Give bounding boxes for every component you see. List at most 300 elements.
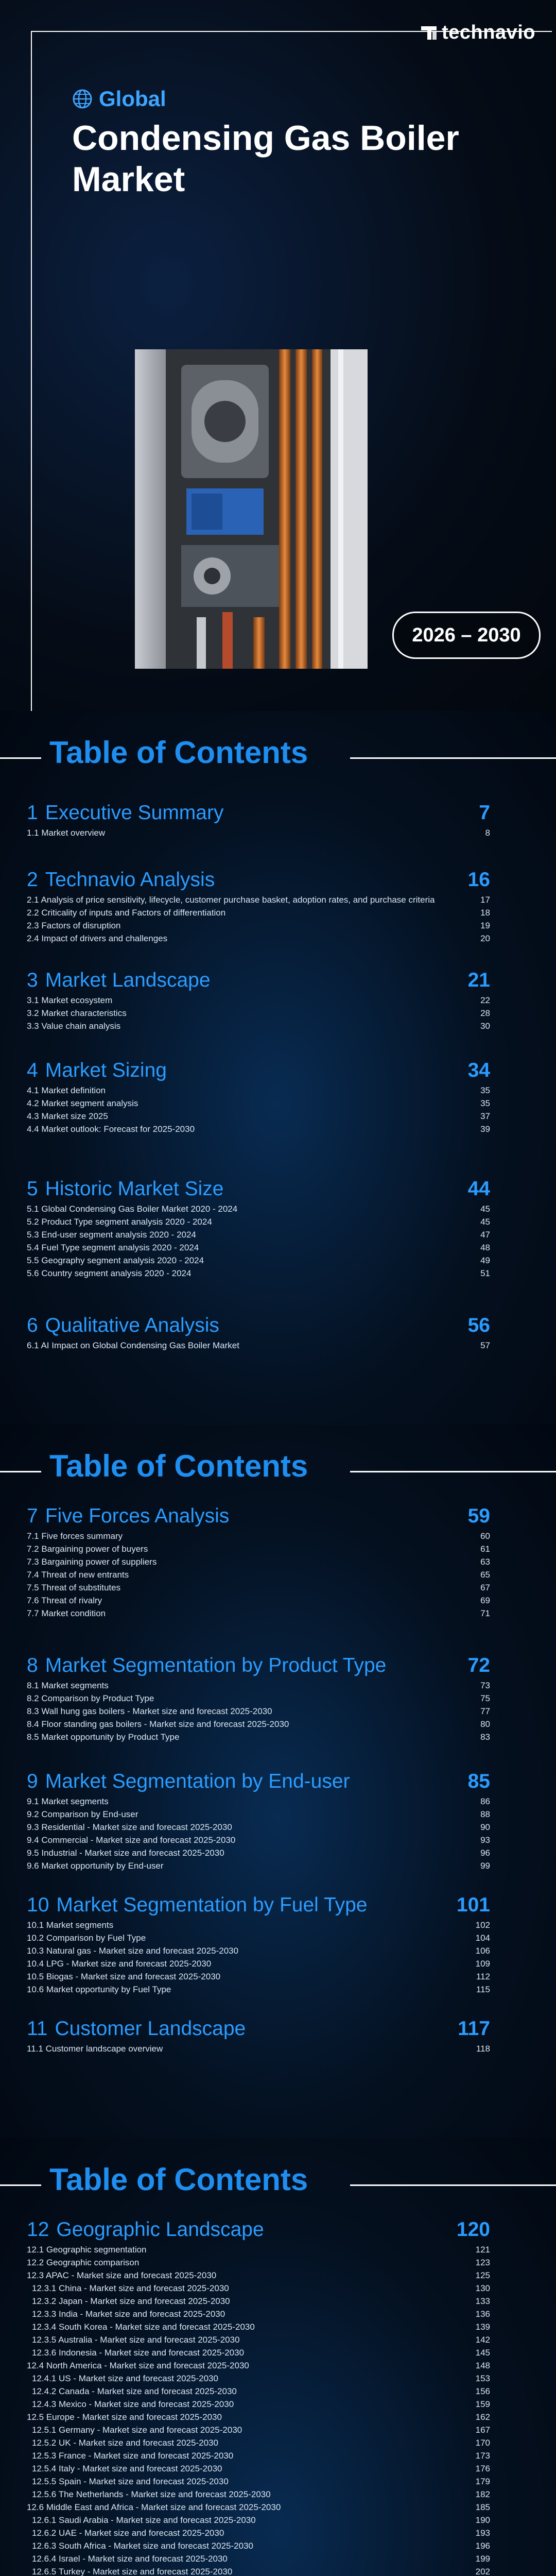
toc-entry-label: [27, 2044, 163, 2054]
toc-entry-page: 93: [480, 1835, 490, 1845]
section-title: [27, 2218, 264, 2241]
toc-entry[interactable]: [27, 1543, 490, 1555]
section-page-number: 16: [467, 869, 490, 891]
toc-entry-number: 5.3: [27, 1230, 39, 1240]
section-title-text: Geographic Landscape: [56, 2218, 264, 2241]
toc-entry-label: [27, 1544, 148, 1554]
toc-entry-number: 12.3.3: [32, 2309, 57, 2319]
toc-title: Table of Contents: [49, 735, 308, 770]
toc-entry[interactable]: [27, 1568, 490, 1581]
toc-entry-label: [27, 1985, 171, 1995]
toc-entry[interactable]: [27, 1931, 490, 1944]
toc-section: [27, 1502, 490, 1620]
toc-entry-page: 19: [480, 921, 490, 930]
toc-entry[interactable]: [27, 1228, 490, 1241]
heading-rule-right: [350, 2184, 556, 2186]
toc-entry-label: [27, 1531, 123, 1541]
toc-entry-text: Value chain analysis: [41, 1021, 121, 1031]
section-heading[interactable]: [27, 2215, 490, 2243]
toc-entry[interactable]: [27, 2269, 490, 2282]
toc-entry-label: [27, 1217, 212, 1227]
toc-entry-text: Floor standing gas boilers - Market size and forecast 2025-2030: [41, 1719, 289, 1729]
toc-entry[interactable]: [27, 1821, 490, 1834]
toc-entry[interactable]: [27, 1020, 490, 1032]
section-heading[interactable]: [27, 1651, 490, 1679]
toc-entry-page: 196: [475, 2541, 490, 2551]
toc-entry[interactable]: [27, 2333, 490, 2346]
toc-entry[interactable]: [27, 1581, 490, 1594]
toc-entry[interactable]: [27, 2346, 490, 2359]
toc-entry-page: 102: [475, 1920, 490, 1930]
technavio-logo-icon: [420, 24, 438, 42]
toc-entry-text: Market opportunity by End-user: [41, 1861, 164, 1871]
toc-entry-text: UAE - Market size and forecast 2025-2030: [59, 2528, 224, 2538]
toc-entry[interactable]: [27, 2308, 490, 2320]
toc-entry-page: 69: [480, 1596, 490, 1605]
toc-entry[interactable]: [27, 1919, 490, 1931]
toc-entry[interactable]: [27, 1983, 490, 1996]
section-heading[interactable]: [27, 1767, 490, 1795]
toc-entry[interactable]: [27, 932, 490, 945]
toc-entry[interactable]: [27, 1555, 490, 1568]
toc-entry[interactable]: [27, 1705, 490, 1718]
toc-entry-number: 12.5.4: [32, 2464, 57, 2473]
toc-entry[interactable]: [27, 1859, 490, 1872]
toc-entry-number: 9.3: [27, 1822, 39, 1832]
toc-entry-label: [27, 1809, 138, 1820]
toc-entry-text: Market definition: [41, 1086, 106, 1095]
toc-entry-number: 12.5.6: [32, 2489, 57, 2499]
toc-entry-text: France - Market size and forecast 2025-2030: [59, 2451, 234, 2461]
toc-entry-page: 176: [475, 2464, 490, 2473]
toc-entry-page: 83: [480, 1732, 490, 1742]
toc-entry-label: [27, 908, 225, 918]
toc-entry-text: Residential - Market size and forecast 2025-2030: [41, 1822, 232, 1832]
toc-entry[interactable]: [27, 1267, 490, 1280]
toc-entry-text: Comparison by Fuel Type: [46, 1933, 146, 1943]
toc-entry-label: [27, 1098, 138, 1109]
toc-entry-label: [27, 1693, 154, 1704]
toc-entry[interactable]: [27, 1594, 490, 1607]
toc-page-1: [0, 711, 556, 1425]
toc-entry-number: 5.1: [27, 1204, 39, 1214]
toc-entry-text: Australia - Market size and forecast 2025-2030: [58, 2335, 240, 2345]
toc-entry-text: Market overview: [41, 828, 106, 838]
toc-entry-number: 12.3.6: [32, 2348, 57, 2358]
toc-entry-page: 73: [480, 1681, 490, 1690]
toc-entry-label: [27, 1848, 224, 1858]
toc-entry[interactable]: [27, 2449, 490, 2462]
toc-entry[interactable]: [27, 2565, 490, 2576]
toc-entry-page: 80: [480, 1719, 490, 1729]
toc-entry-label: [32, 2489, 271, 2500]
toc-entry-label: [27, 2245, 147, 2255]
toc-entry-page: 71: [480, 1608, 490, 1618]
toc-entry-label: [27, 1596, 102, 1606]
toc-entry-page: 30: [480, 1021, 490, 1031]
toc-entry-page: 133: [475, 2296, 490, 2306]
toc-entry[interactable]: [27, 2488, 490, 2501]
toc-entry-label: [27, 1124, 195, 1134]
toc-entry-number: 12.5.2: [32, 2438, 57, 2448]
toc-entry[interactable]: [27, 2514, 490, 2527]
toc-entry-number: 12.6.1: [32, 2515, 57, 2525]
toc-entry[interactable]: [27, 2527, 490, 2539]
globe-icon: [72, 89, 93, 109]
toc-entry-number: 9.5: [27, 1848, 39, 1858]
section-number: 9: [27, 1770, 38, 1792]
section-page-number: 7: [479, 802, 490, 824]
toc-entry[interactable]: [27, 1846, 490, 1859]
toc-entry-label: [27, 1268, 191, 1279]
toc-entry-label: [27, 1797, 109, 1807]
toc-entry[interactable]: [27, 1123, 490, 1136]
section-number: 10: [27, 1894, 49, 1916]
toc-entry-page: 156: [475, 2386, 490, 2396]
toc-entry[interactable]: [27, 2462, 490, 2475]
toc-entry-number: 2.1: [27, 895, 39, 905]
toc-entry[interactable]: [27, 2501, 490, 2514]
toc-entry-label: [27, 1111, 108, 1122]
toc-entry-number: 10.2: [27, 1933, 44, 1943]
section-title-text: Market Landscape: [45, 969, 211, 991]
toc-entry-label: [27, 1681, 109, 1691]
section-title: [27, 1314, 219, 1337]
toc-entry[interactable]: [27, 1795, 490, 1808]
toc-entry-number: 12.4.1: [32, 2374, 57, 2383]
toc-entry-number: 12.3.1: [32, 2283, 57, 2293]
toc-entry-label: [32, 2541, 253, 2551]
toc-entry-page: 190: [475, 2515, 490, 2525]
toc-entry[interactable]: [27, 2552, 490, 2565]
toc-entry-number: 5.5: [27, 1256, 39, 1265]
toc-entry-page: 115: [476, 1985, 490, 1994]
toc-entry-number: 10.3: [27, 1946, 44, 1956]
toc-entry-label: [27, 828, 105, 838]
toc-entry-text: Comparison by Product Type: [41, 1693, 154, 1703]
toc-entry[interactable]: [27, 1254, 490, 1267]
toc-entry[interactable]: [27, 1834, 490, 1846]
toc-entry-number: 5.6: [27, 1268, 39, 1278]
section-title-text: Market Segmentation by Product Type: [45, 1654, 387, 1676]
section-title-text: Market Sizing: [45, 1059, 167, 1081]
toc-entry[interactable]: [27, 893, 490, 906]
toc-entry[interactable]: [27, 1084, 490, 1097]
section-title-text: Executive Summary: [45, 802, 224, 824]
toc-entry-text: Global Condensing Gas Boiler Market 2020 - 2024: [41, 1204, 238, 1214]
toc-entry-label: [32, 2283, 229, 2294]
toc-heading-row: [0, 733, 556, 779]
toc-entry-number: 12.1: [27, 2245, 44, 2255]
toc-entry-page: 75: [480, 1693, 490, 1703]
toc-section: [27, 866, 490, 945]
section-page-number: 34: [467, 1059, 490, 1081]
toc-entry-number: 12.6.3: [32, 2541, 57, 2551]
toc-entry[interactable]: [27, 1215, 490, 1228]
toc-entry-text: Industrial - Market size and forecast 2025-2030: [41, 1848, 224, 1858]
section-number: 1: [27, 802, 38, 824]
toc-entry[interactable]: [27, 2424, 490, 2436]
toc-entry-label: [27, 1719, 289, 1730]
toc-entry-label: [32, 2451, 233, 2461]
toc-entry-page: 139: [475, 2322, 490, 2332]
toc-entry[interactable]: [27, 1944, 490, 1957]
toc-entry-number: 12.3.4: [32, 2322, 57, 2332]
cover-page: [0, 0, 556, 711]
section-number: 3: [27, 969, 38, 991]
toc-page-3: [0, 2138, 556, 2576]
section-page-number: 59: [467, 1505, 490, 1527]
toc-entry-text: LPG - Market size and forecast 2025-2030: [46, 1959, 212, 1969]
toc-section: [27, 1651, 490, 1743]
toc-entry-text: Comparison by End-user: [41, 1809, 138, 1819]
toc-entry[interactable]: [27, 2385, 490, 2398]
toc-entry-text: Impact of drivers and challenges: [41, 934, 168, 943]
section-title: [27, 1654, 386, 1677]
toc-entry-text: Market size 2025: [41, 1111, 108, 1121]
toc-entry-number: 10.4: [27, 1959, 44, 1969]
section-heading[interactable]: [27, 2014, 490, 2042]
toc-entry-number: 7.2: [27, 1544, 39, 1554]
toc-entry-text: Market segment analysis: [41, 1098, 138, 1108]
toc-entry-text: Country segment analysis 2020 - 2024: [41, 1268, 192, 1278]
toc-entry[interactable]: [27, 2243, 490, 2256]
section-title-text: Qualitative Analysis: [45, 1314, 219, 1336]
toc-entry-number: 9.1: [27, 1797, 39, 1806]
toc-entry-text: Market segments: [41, 1681, 109, 1690]
toc-entry-page: 28: [480, 1008, 490, 1018]
toc-entry-text: Natural gas - Market size and forecast 2025-2030: [46, 1946, 239, 1956]
toc-entry-number: 8.1: [27, 1681, 39, 1690]
toc-entry[interactable]: [27, 1339, 490, 1352]
toc-entry[interactable]: [27, 1202, 490, 1215]
heading-rule-right: [350, 1471, 556, 1472]
toc-entry-label: [27, 1959, 211, 1969]
toc-entry-page: 185: [475, 2502, 490, 2512]
toc-section: [27, 2014, 490, 2055]
toc-entry-number: 12.5.1: [32, 2425, 57, 2435]
toc-entry-number: 12.4.3: [32, 2399, 57, 2409]
section-heading[interactable]: [27, 1502, 490, 1530]
toc-entry-number: 7.4: [27, 1570, 39, 1580]
toc-section: [27, 2215, 490, 2576]
toc-entry-number: 9.6: [27, 1861, 39, 1871]
toc-entry-label: [27, 1861, 164, 1871]
toc-entry[interactable]: [27, 2359, 490, 2372]
section-number: 5: [27, 1178, 38, 1200]
toc-entry-label: [27, 2412, 222, 2422]
toc-entry-number: 8.2: [27, 1693, 39, 1703]
toc-entry[interactable]: [27, 2436, 490, 2449]
toc-entry-label: [27, 1732, 179, 1742]
toc-entry-number: 2.3: [27, 921, 39, 930]
toc-entry-page: 37: [480, 1111, 490, 1121]
section-title: [27, 1770, 350, 1793]
toc-entry-number: 12.4: [27, 2361, 44, 2370]
toc-entry-page: 106: [475, 1946, 490, 1956]
toc-entry-page: 35: [480, 1086, 490, 1095]
toc-section: [27, 1311, 490, 1352]
toc-entry-label: [27, 1230, 196, 1240]
section-heading[interactable]: [27, 966, 490, 994]
toc-entry[interactable]: [27, 919, 490, 932]
toc-entry-page: 77: [480, 1706, 490, 1716]
toc-entry-label: [27, 1086, 106, 1096]
toc-entry-page: 136: [475, 2309, 490, 2319]
toc-entry-text: Market outlook: Forecast for 2025-2030: [41, 1124, 195, 1134]
toc-entry[interactable]: [27, 1718, 490, 1731]
toc-entry-page: 167: [475, 2425, 490, 2435]
toc-entry-page: 60: [480, 1531, 490, 1541]
toc-entry[interactable]: [27, 2539, 490, 2552]
toc-entry[interactable]: [27, 1808, 490, 1821]
toc-entry[interactable]: [27, 906, 490, 919]
section-heading[interactable]: [27, 866, 490, 893]
global-label: Global: [99, 87, 166, 111]
section-heading[interactable]: [27, 1056, 490, 1084]
toc-entry-number: 8.3: [27, 1706, 39, 1716]
toc-entry-label: [32, 2309, 225, 2319]
toc-entry-page: 8: [485, 828, 490, 838]
toc-entry-text: Geographic comparison: [46, 2258, 140, 2267]
toc-entry-label: [32, 2425, 242, 2435]
toc-entry[interactable]: [27, 1970, 490, 1983]
toc-entry-number: 12.2: [27, 2258, 44, 2267]
toc-entry[interactable]: [27, 2282, 490, 2295]
toc-entry-number: 3.1: [27, 995, 39, 1005]
toc-section: [27, 966, 490, 1032]
toc-entry[interactable]: [27, 2042, 490, 2055]
toc-entry-label: [27, 1920, 113, 1930]
toc-entry-page: 86: [480, 1797, 490, 1806]
toc-heading-row: [0, 1446, 556, 1493]
section-page-number: 120: [456, 2218, 490, 2241]
toc-entry-text: Biogas - Market size and forecast 2025-2030: [46, 1972, 221, 1981]
toc-entry-label: [27, 1256, 204, 1266]
toc-entry-text: APAC - Market size and forecast 2025-2030: [45, 2270, 217, 2280]
toc-entry-page: 148: [475, 2361, 490, 2370]
toc-entry[interactable]: [27, 2398, 490, 2411]
toc-entry-page: 51: [480, 1268, 490, 1278]
toc-entry-label: [27, 1341, 239, 1351]
toc-entry-number: 10.5: [27, 1972, 44, 1981]
toc-entry-label: [27, 1946, 238, 1956]
toc-entry-text: Commercial - Market size and forecast 2025-2030: [41, 1835, 236, 1845]
toc-entry-page: 47: [480, 1230, 490, 1240]
toc-entry-text: Fuel Type segment analysis 2020 - 2024: [41, 1243, 199, 1252]
toc-entry[interactable]: [27, 2320, 490, 2333]
toc-entry-text: Analysis of price sensitivity, lifecycle, customer purchase basket, adoption rates, and purchase criteria: [41, 895, 435, 905]
toc-entry-page: 199: [475, 2554, 490, 2564]
toc-entry-number: 7.7: [27, 1608, 39, 1618]
section-heading[interactable]: [27, 1175, 490, 1202]
toc-entry[interactable]: [27, 2372, 490, 2385]
section-number: 4: [27, 1059, 38, 1081]
toc-entry-label: [27, 921, 120, 931]
section-title: [27, 1059, 167, 1082]
toc-entry-label: [27, 2258, 139, 2268]
toc-entry-page: 162: [475, 2412, 490, 2422]
toc-entry-page: 145: [475, 2348, 490, 2358]
toc-entry-number: 4.1: [27, 1086, 39, 1095]
section-heading[interactable]: [27, 1891, 490, 1919]
section-title: [27, 802, 223, 824]
toc-entry-page: 130: [475, 2283, 490, 2293]
toc-entry-number: 7.1: [27, 1531, 39, 1541]
section-heading[interactable]: [27, 1311, 490, 1339]
toc-entry-label: [27, 895, 435, 905]
toc-entry[interactable]: [27, 1692, 490, 1705]
toc-entry-label: [32, 2528, 224, 2538]
toc-entry[interactable]: [27, 2475, 490, 2488]
toc-entry-number: 10.1: [27, 1920, 44, 1930]
toc-entry-text: Wall hung gas boilers - Market size and forecast 2025-2030: [41, 1706, 272, 1716]
toc-entry[interactable]: [27, 1607, 490, 1620]
toc-entry[interactable]: [27, 1679, 490, 1692]
toc-entry[interactable]: [27, 2256, 490, 2269]
toc-entry-label: [27, 1706, 272, 1717]
toc-entry-number: 12.4.2: [32, 2386, 57, 2396]
section-title-text: Five Forces Analysis: [45, 1505, 230, 1527]
toc-entry-page: 153: [475, 2374, 490, 2383]
toc-entry[interactable]: [27, 1530, 490, 1543]
toc-entry-label: [27, 1008, 127, 1019]
toc-entry[interactable]: [27, 1097, 490, 1110]
toc-entry[interactable]: [27, 2411, 490, 2424]
section-heading[interactable]: [27, 799, 490, 826]
toc-entry-page: 57: [480, 1341, 490, 1350]
toc-entry-text: Saudi Arabia - Market size and forecast 2025-2030: [59, 2515, 256, 2525]
toc-entry-label: [32, 2477, 229, 2487]
toc-entry-text: Market ecosystem: [41, 995, 113, 1005]
toc-entry-label: [27, 1933, 146, 1943]
toc-entry[interactable]: [27, 1731, 490, 1743]
toc-entry[interactable]: [27, 1241, 490, 1254]
toc-entry-text: South Africa - Market size and forecast 2025-2030: [59, 2541, 253, 2551]
toc-entry[interactable]: [27, 1957, 490, 1970]
section-page-number: 72: [467, 1654, 490, 1676]
report-title: Condensing Gas Boiler Market: [72, 118, 459, 199]
section-title: [27, 969, 211, 992]
heading-rule-left: [0, 757, 41, 759]
toc-entry-number: 4.2: [27, 1098, 39, 1108]
toc-entry-text: Canada - Market size and forecast 2025-2030: [59, 2386, 237, 2396]
toc-entry-text: Market condition: [41, 1608, 106, 1618]
toc-entry-number: 12.6.4: [32, 2554, 57, 2564]
toc-entry-page: 118: [476, 2044, 490, 2054]
toc-entry-page: 35: [480, 1098, 490, 1108]
toc-entry[interactable]: [27, 826, 490, 839]
toc-entry[interactable]: [27, 994, 490, 1007]
toc-entry-text: Market opportunity by Fuel Type: [46, 1985, 171, 1994]
toc-entry-number: 9.2: [27, 1809, 39, 1819]
toc-entry[interactable]: [27, 1110, 490, 1123]
toc-entry-text: Factors of disruption: [41, 921, 121, 930]
toc-entry-page: 22: [480, 995, 490, 1005]
toc-entry[interactable]: [27, 2295, 490, 2308]
toc-entry-text: Criticality of inputs and Factors of differentiation: [41, 908, 226, 918]
toc-section: [27, 1891, 490, 1996]
toc-entry-number: 9.4: [27, 1835, 39, 1845]
toc-entry-text: Indonesia - Market size and forecast 2025-2030: [59, 2348, 245, 2358]
section-page-number: 101: [456, 1894, 490, 1916]
toc-entry[interactable]: [27, 1007, 490, 1020]
toc-entry-label: [27, 934, 167, 944]
toc-entry-number: 12.6.5: [32, 2567, 57, 2576]
section-title-text: Customer Landscape: [55, 2018, 246, 2040]
toc-entry-label: [27, 1583, 120, 1593]
toc-entry-page: 125: [475, 2270, 490, 2280]
